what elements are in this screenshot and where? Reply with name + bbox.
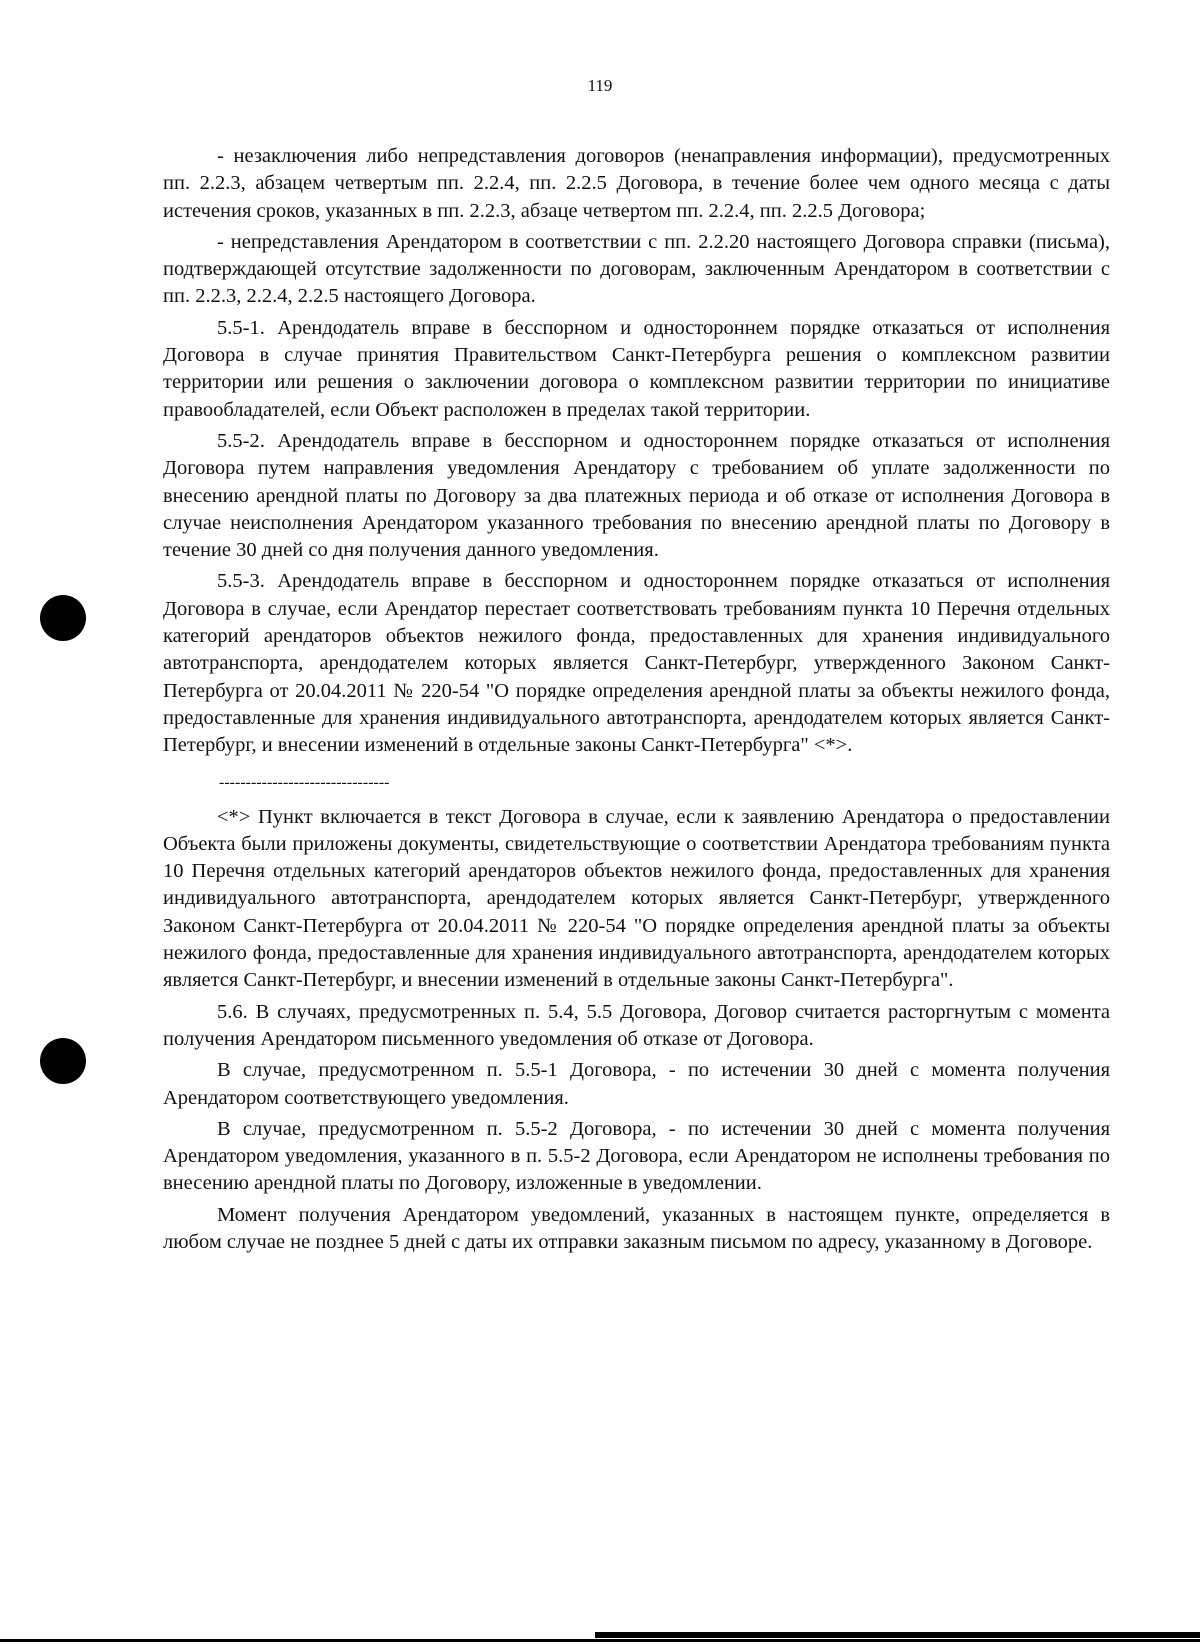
paragraph-5-5-1: 5.5-1. Арендодатель вправе в бесспорном и одностороннем порядке отказаться от исполнения Договора в случае принятия Правительством Санкт-Петербурга решения о комплексном развитии территории или решения о заключении договора о комплексном развитии территории по инициативе правообладателей, если Объект расположен в пределах такой территории. [163,316,1110,421]
paragraph-case-5-5-2: В случае, предусмотренном п. 5.5-2 Договора, - по истечении 30 дней с момента получения Арендатором уведомления, указанного в п. 5.5-2 Договора, если Арендатором не исполнены требования по внесению арендной платы по Договору, изложенные в уведомлении. [163,1117,1110,1195]
footnote-separator: -------------------------------- [219,773,390,791]
paragraph-5-6: 5.6. В случаях, предусмотренных п. 5.4, 5.5 Договора, Договор считается расторгнутым с момента получения Арендатором письменного уведомления об отказе от Договора. [163,1000,1110,1050]
paragraph-5-5-3: 5.5-3. Арендодатель вправе в бесспорном и одностороннем порядке отказаться от исполнения Договора в случае, если Арендатор перестает соответствовать требованиям пункта 10 Перечня отдельных категорий арендаторов объектов нежилого фонда, предоставленных для хранения индивидуального автотранспорта, арендодателем которых является Санкт-Петербург, утвержденного Законом Санкт-Петербурга от 20.04.2011 № 220-54 "О порядке определения арендной платы за объекты нежилого фонда, предоставленные для хранения индивидуального автотранспорта, арендодателем которых является Санкт-Петербург, и внесении изменений в отдельные законы Санкт-Петербурга" <*>. [163,570,1110,757]
footnote-text: <*> Пункт включается в текст Договора в случае, если к заявлению Арендатора о предоставлении Объекта были приложены документы, свидетельствующие о соответствии Арендатора требованиям пункта 10 Перечня отдельных категорий арендаторов объектов нежилого фонда, предоставленных для хранения индивидуального автотранспорта, арендодателем которых является Санкт-Петербург, утвержденного Законом Санкт-Петербурга от 20.04.2011 № 220-54 "О порядке определения арендной платы за объекты нежилого фонда, предоставленные для хранения индивидуального автотранспорта, арендодателем которых является Санкт-Петербург, и внесении изменений в отдельные законы Санкт-Петербурга". [163,805,1110,992]
document-body [163,143,1110,1256]
paragraph-clause-nonsubmission: - непредставления Арендатором в соответствии с пп. 2.2.20 настоящего Договора справки (письма), подтверждающей отсутствие задолженности по договорам, заключенным Арендатором в соответствии с пп. 2.2.3, 2.2.4, 2.2.5 настоящего Договора. [163,230,1110,308]
scan-edge-line [595,1632,1200,1638]
paragraph-case-5-5-1: В случае, предусмотренном п. 5.5-1 Договора, - по истечении 30 дней с момента получения Арендатором соответствующего уведомления. [163,1059,1110,1109]
punch-hole-mark [40,595,86,641]
page-number: 119 [587,76,613,95]
paragraph-notice-moment: Момент получения Арендатором уведомлений, указанных в настоящем пункте, определяется в любом случае не позднее 5 дней с даты их отправки заказным письмом по адресу, указанному в Договоре. [163,1203,1110,1253]
punch-hole-mark [40,1038,86,1084]
paragraph-clause-nonconclusion: - незаключения либо непредставления договоров (ненаправления информации), предусмотренных пп. 2.2.3, абзацем четвертым пп. 2.2.4, пп. 2.2.5 Договора, в течение более чем одного месяца с даты истечения сроков, указанных в пп. 2.2.3, абзаце четвертом пп. 2.2.4, пп. 2.2.5 Договора; [163,145,1110,222]
paragraph-5-5-2: 5.5-2. Арендодатель вправе в бесспорном и одностороннем порядке отказаться от исполнения Договора путем направления уведомления Арендатору с требованием об уплате задолженности по внесению арендной платы по Договору за два платежных периода и об отказе от исполнения Договора в случае неисполнения Арендатором указанного требования по внесению арендной платы по Договору в течение 30 дней со дня получения данного уведомления. [163,429,1110,562]
